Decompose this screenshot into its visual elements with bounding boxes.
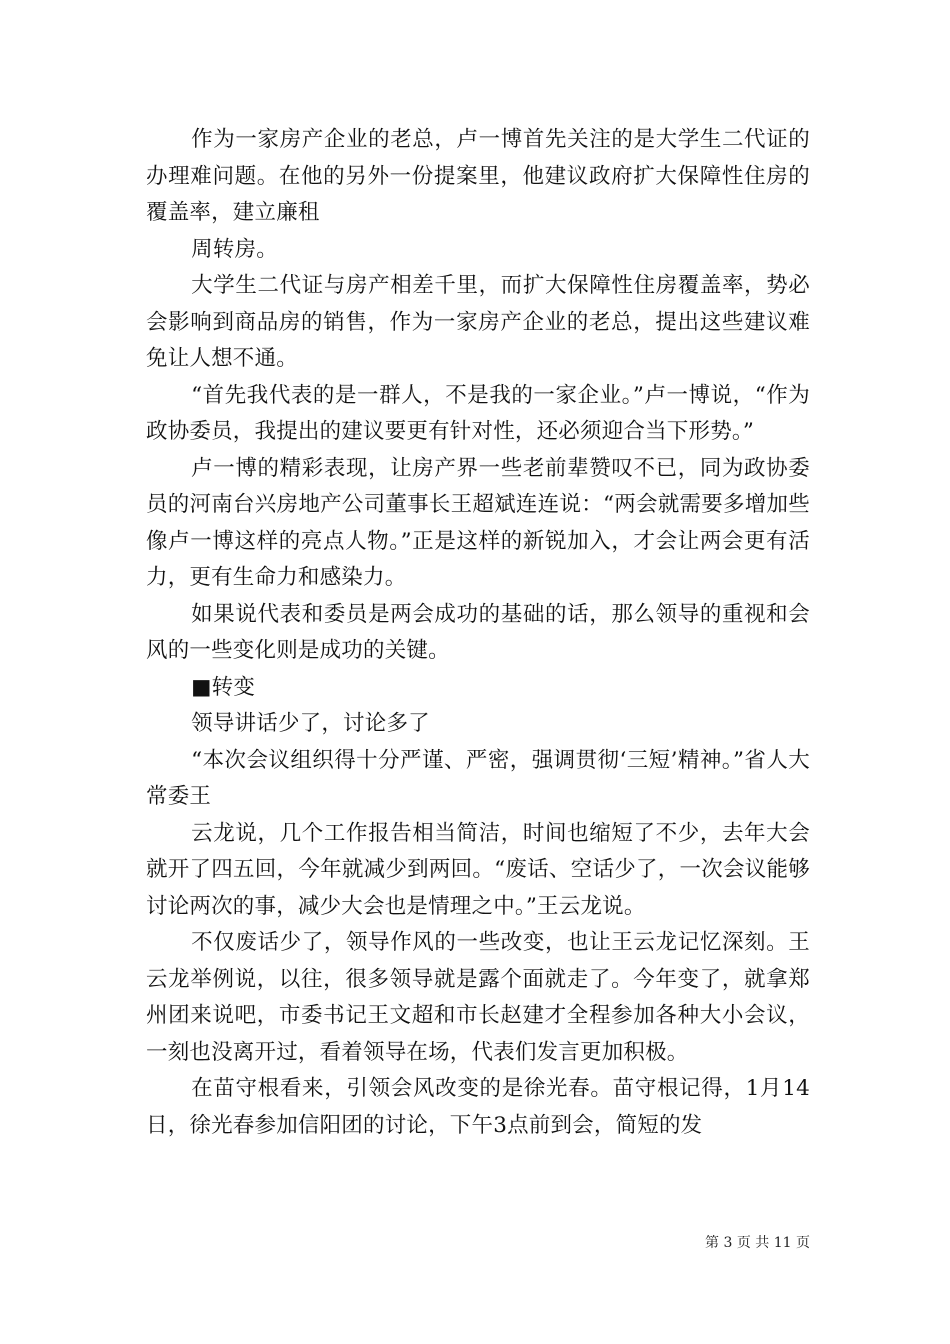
document-body: [146, 122, 810, 1144]
paragraph-3: 大学生二代证与房产相差千里，而扩大保障性住房覆盖率，势必会影响到商品房的销售，作为一家房产企业的老总，提出这些建议难免让人想不通。: [146, 273, 810, 371]
section-heading: ■转变: [191, 674, 256, 700]
paragraph-6: 如果说代表和委员是两会成功的基础的话，那么领导的重视和会风的一些变化则是成功的关键。: [146, 601, 810, 663]
paragraph-7: “本次会议组织得十分严谨、严密，强调贯彻‘三短’精神。”省人大常委王: [146, 747, 810, 809]
paragraph-9: 不仅废话少了，领导作风的一些改变，也让王云龙记忆深刻。王云龙举例说，以往，很多领导就是露个面就走了。今年变了，就拿郑州团来说吧，市委书记王文超和市长赵建才全程参加各种大小会议，一刻也没离开过，看着领导在场，代表们发言更加积极。: [146, 930, 810, 1065]
paragraph-5: 卢一博的精彩表现，让房产界一些老前辈赞叹不已，同为政协委员的河南台兴房地产公司董事长王超斌连连说：“两会就需要多增加些像卢一博这样的亮点人物。”正是这样的新锐加入，才会让两会更有活力，更有生命力和感染力。: [146, 455, 810, 590]
paragraph-2: 周转房。: [191, 236, 278, 262]
paragraph-8: 云龙说，几个工作报告相当简洁，时间也缩短了不少，去年大会就开了四五回，今年就减少到两回。“废话、空话少了，一次会议能够讨论两次的事，减少大会也是情理之中。”王云龙说。: [146, 820, 810, 919]
paragraph-1: 作为一家房产企业的老总，卢一博首先关注的是大学生二代证的办理难问题。在他的另外一份提案里，他建议政府扩大保障性住房的覆盖率，建立廉租: [146, 127, 810, 225]
paragraph-10: 在苗守根看来，引领会风改变的是徐光春。苗守根记得，1月14日，徐光春参加信阳团的讨论，下午3点前到会，简短的发: [146, 1076, 810, 1138]
section-subheading: 领导讲话少了，讨论多了: [191, 711, 430, 736]
paragraph-4: “首先我代表的是一群人，不是我的一家企业。”卢一博说，“作为政协委员，我提出的建议要更有针对性，还必须迎合当下形势。”: [146, 382, 810, 444]
page-number: 第 3 页 共 11 页: [705, 1235, 810, 1251]
